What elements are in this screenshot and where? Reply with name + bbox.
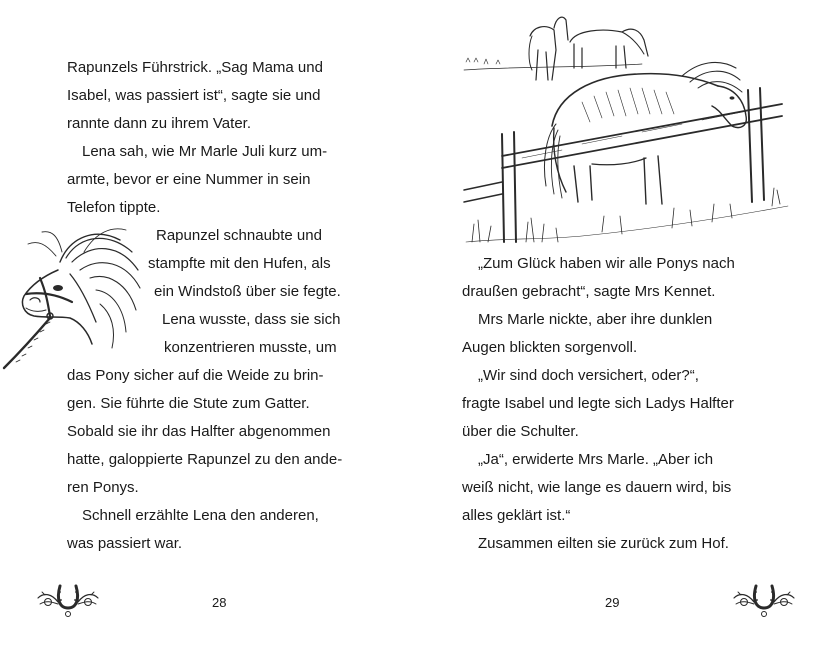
left-line-9: ein Windstoß über sie fegte. (154, 283, 341, 300)
left-line-6: Telefon tippte. (67, 199, 161, 216)
left-line-17: Schnell erzählte Lena den anderen, (82, 507, 319, 524)
left-line-1: Rapunzels Führstrick. „Sag Mama und (67, 59, 323, 76)
left-line-13: gen. Sie führte die Stute zum Gatter. (67, 395, 310, 412)
left-line-7: Rapunzel schnaubte und (156, 227, 322, 244)
page-number-left: 28 (212, 595, 227, 610)
right-line-3: Mrs Marle nickte, aber ihre dunklen (478, 311, 713, 328)
right-line-1: „Zum Glück haben wir alle Ponys nach (478, 255, 735, 272)
left-line-10: Lena wusste, dass sie sich (162, 311, 341, 328)
left-line-15: hatte, galoppierte Rapunzel zu den ande- (67, 451, 343, 468)
right-line-6: fragte Isabel und legte sich Ladys Halfter (462, 395, 734, 412)
right-line-4: Augen blickten sorgenvoll. (462, 339, 638, 356)
left-line-5: armte, bevor er eine Nummer in sein (67, 171, 311, 188)
right-line-2: draußen gebracht“, sagte Mrs Kennet. (462, 283, 716, 300)
left-line-2: Isabel, was passiert ist“, sagte sie und (67, 87, 321, 104)
right-line-10: alles geklärt ist.“ (462, 507, 571, 524)
left-line-14: Sobald sie ihr das Halfter abgenommen (67, 423, 331, 440)
right-line-7: über die Schulter. (462, 423, 579, 440)
left-line-8: stampfte mit den Hufen, als (148, 255, 331, 272)
left-line-11: konzentrieren musste, um (164, 339, 337, 356)
left-line-16: ren Ponys. (67, 479, 139, 496)
horseshoe-ornament-icon (34, 578, 102, 618)
right-line-8: „Ja“, erwiderte Mrs Marle. „Aber ich (478, 451, 714, 468)
ponies-fence-illustration (462, 6, 792, 246)
left-line-12: das Pony sicher auf die Weide zu brin- (67, 367, 324, 384)
right-line-11: Zusammen eilten sie zurück zum Hof. (478, 535, 729, 552)
left-line-3: rannte dann zu ihrem Vater. (67, 115, 251, 132)
right-line-9: weiß nicht, wie lange es dauern wird, bis (462, 479, 732, 496)
left-line-18: was passiert war. (67, 535, 183, 552)
pony-head-illustration (0, 222, 150, 372)
left-line-4: Lena sah, wie Mr Marle Juli kurz um- (82, 143, 328, 160)
page-number-right: 29 (605, 595, 620, 610)
right-page (416, 0, 832, 648)
horseshoe-ornament-icon (730, 578, 798, 618)
right-line-5: „Wir sind doch versichert, oder?“, (478, 367, 699, 384)
